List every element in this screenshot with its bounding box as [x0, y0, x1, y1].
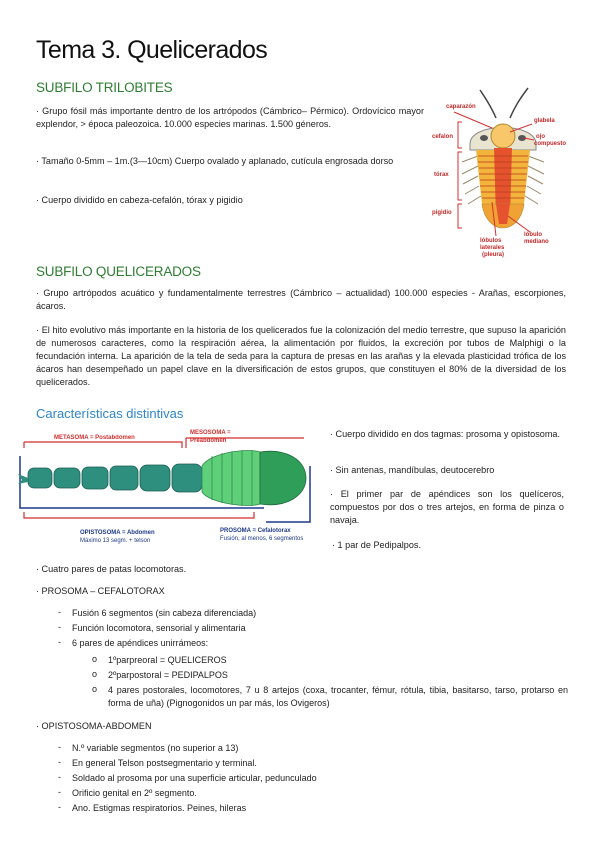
- feature-queliceros: · El primer par de apéndices son los quelíceros, compuestos por dos o tres artejos, en forma de pinza o navaja.: [330, 489, 564, 525]
- label-mesosoma: MESOSOMA =: [190, 430, 231, 436]
- label-ojo: ojo: [536, 134, 545, 140]
- opistosoma-item-5: Ano. Estigmas respiratorios. Peines, hileras: [72, 803, 247, 813]
- dash-bullet: -: [58, 772, 61, 782]
- label-lobulos: lóbulos: [480, 238, 502, 244]
- prosoma-subitem-3: 4 pares postorales, locomotores, 7 u 8 artejos (coxa, trocanter, fémur, rótula, tibia, basitarso, tarso, protarso en forma de uña) (Pignogonidos un par más, los Ovigeros): [108, 685, 568, 708]
- quelicerados-paragraph-1: · Grupo artrópodos acuático y fundamentalmente terrestres (Cámbrico – actualidad) 100.000 especies - Arañas, escorpiones, ácaros.: [36, 288, 566, 311]
- circle-bullet: o: [92, 669, 98, 679]
- cuatro-pares-patas: · Cuatro pares de patas locomotoras.: [36, 564, 187, 574]
- label-laterales: laterales: [480, 245, 505, 251]
- feature-sin-antenas: · Sin antenas, mandíbulas, deutocerebro: [330, 465, 495, 475]
- trilobite-diagram: [432, 86, 568, 262]
- prosoma-subitem-1: 1ºparpreoral = QUELICEROS: [108, 655, 227, 665]
- prosoma-heading: · PROSOMA – CEFALOTORAX: [36, 586, 165, 596]
- trilobites-paragraph-3: · Cuerpo dividido en cabeza-cefalón, tórax y pigidio: [36, 195, 243, 205]
- label-prosoma-detail: Fusión, al menos, 6 segmentos: [220, 536, 304, 542]
- heading-quelicerados: SUBFILO QUELICERADOS: [36, 264, 201, 279]
- label-caparazon: caparazón: [446, 104, 476, 110]
- prosoma-subitem-2: 2ºparpostoral = PEDIPALPOS: [108, 670, 228, 680]
- label-compuesto: compuesto: [534, 141, 567, 147]
- circle-bullet: o: [92, 654, 98, 664]
- label-opistosoma-detail: Máximo 13 segm. + telson: [80, 538, 151, 544]
- glabella-shape: [491, 124, 515, 148]
- dash-bullet: -: [58, 637, 61, 647]
- dash-bullet: -: [58, 787, 61, 797]
- heading-caracteristicas: Características distintivas: [36, 406, 184, 421]
- label-mediano: mediano: [524, 239, 549, 245]
- label-preabdomen: Preabdomen: [190, 438, 227, 444]
- label-pleura: (pleura): [482, 252, 505, 258]
- quelicerados-paragraph-2: · El hito evolutivo más importante en la historia de los quelicerados fue la colonización del medio terrestre, que supuso la aparición de numerosos caracteres, como la respiración aérea, la alimentación por fluidos, la excreción por tubos de Malphigi o la fecundación interna. La aparición de la tela de seda para la captura de presas en las arañas y la elevada plasticidad trófica de los ácaros han desempeñado un papel clave en la diversificación de estos grupos, que constituyen el 80% de la diversidad de los quelicerados.: [36, 325, 566, 387]
- opistosoma-item-1: N.º variable segmentos (no superior a 13): [72, 743, 239, 753]
- trilobites-paragraph-2: · Tamaño 0-5mm – 1m.(3—10cm) Cuerpo ovalado y aplanado, cutícula engrosada dorso: [36, 156, 394, 166]
- label-pigidio: pigidio: [432, 210, 452, 216]
- label-glabela: glabela: [534, 118, 555, 124]
- trilobites-paragraph-1: · Grupo fósil más importante dentro de los artrópodos (Cámbrico– Pérmico). Ordovícico mayor explendor, > época paleozoica. 10.000 especies marinas. 1.500 géneros.: [36, 106, 424, 129]
- label-metasoma: METASOMA = Postabdomen: [54, 435, 135, 441]
- feature-tagmas: · Cuerpo dividido en dos tagmas: prosoma y opistosoma.: [330, 429, 560, 439]
- heading-trilobites: SUBFILO TRILOBITES: [36, 80, 173, 95]
- prosoma-item-2: Función locomotora, sensorial y alimentaria: [72, 623, 246, 633]
- prosoma-item-1: Fusión 6 segmentos (sin cabeza diferenciada): [72, 608, 257, 618]
- opistosoma-heading: · OPISTOSOMA-ABDOMEN: [36, 721, 152, 731]
- circle-bullet: o: [92, 684, 98, 694]
- feature-pedipalpos: · 1 par de Pedipalpos.: [332, 540, 421, 550]
- mesosoma-shape: [202, 451, 260, 506]
- label-prosoma: PROSOMA = Cefalotorax: [220, 528, 291, 534]
- dash-bullet: -: [58, 802, 61, 812]
- label-cefalon: cefalon: [432, 134, 454, 140]
- label-opistosoma: OPISTOSOMA = Abdomen: [80, 530, 155, 536]
- dash-bullet: -: [58, 742, 61, 752]
- dash-bullet: -: [58, 607, 61, 617]
- opistosoma-item-2: En general Telson postsegmentario y terminal.: [72, 758, 257, 768]
- dash-bullet: -: [58, 622, 61, 632]
- opistosoma-item-3: Soldado al prosoma por una superficie articular, pedunculado: [72, 773, 317, 783]
- label-torax: tórax: [434, 172, 449, 178]
- opistosoma-item-4: Orificio genital en 2º segmento.: [72, 788, 197, 798]
- page-title: Tema 3. Quelicerados: [36, 36, 268, 64]
- prosoma-item-3: 6 pares de apéndices unirrámeos:: [72, 638, 209, 648]
- label-lobulo: lóbulo: [524, 232, 542, 238]
- dash-bullet: -: [58, 757, 61, 767]
- scorpion-body-diagram: [14, 426, 316, 550]
